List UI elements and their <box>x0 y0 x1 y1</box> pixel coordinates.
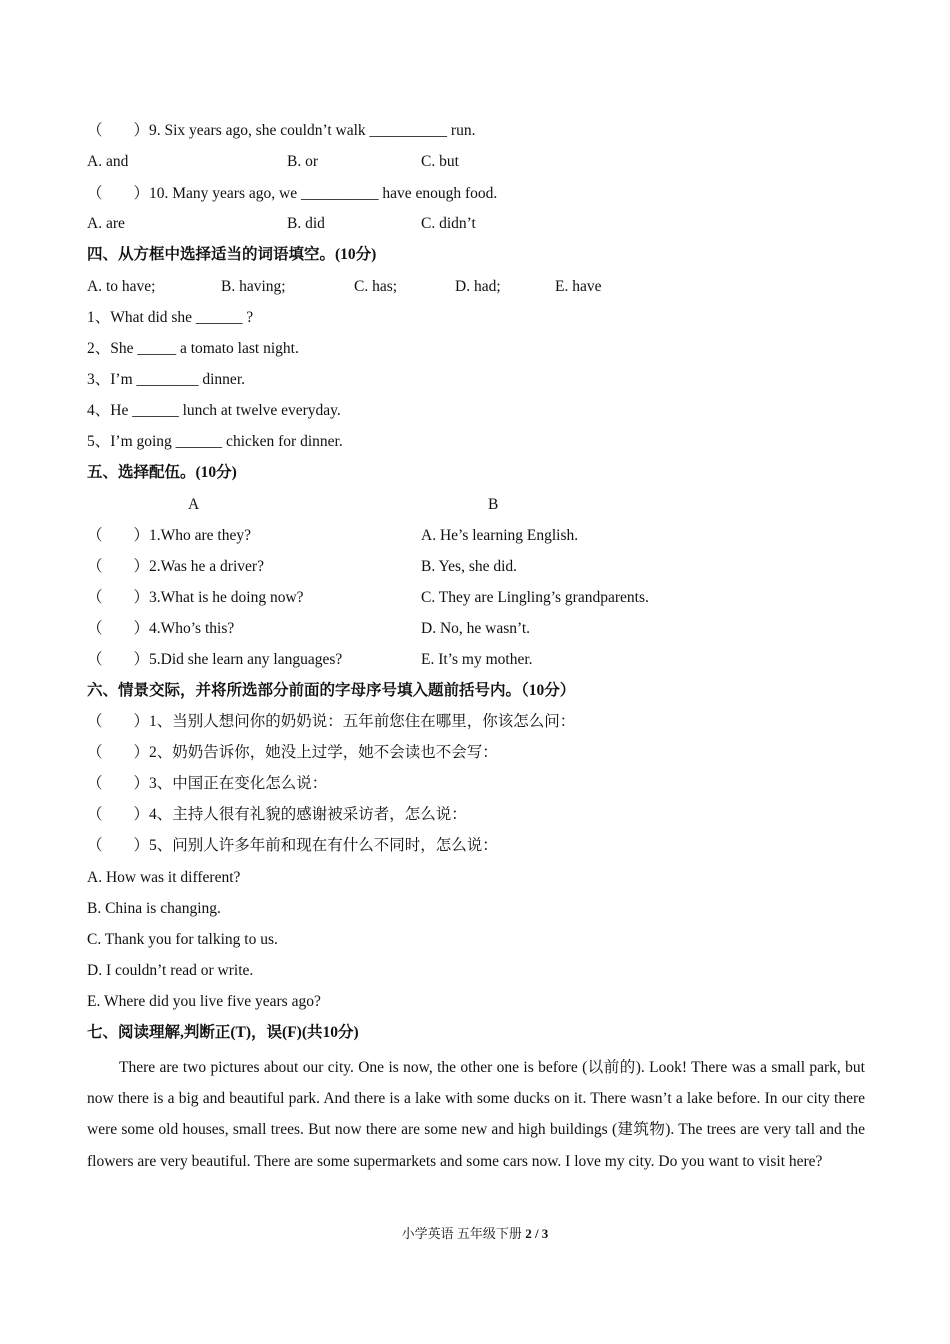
fill-item: 5、I’m going ______ chicken for dinner. <box>87 433 343 450</box>
section4-title: 四、从方框中选择适当的词语填空。(10分) <box>87 246 377 263</box>
scenario-choice: A. How was it different? <box>87 869 241 886</box>
section6-title: 六、情景交际，并将所选部分前面的字母序号填入题前括号内。（10分） <box>87 682 576 699</box>
scenario-choice: D. I couldn’t read or write. <box>87 962 254 979</box>
column-b-header: B <box>488 496 499 513</box>
footer-subject: 小学英语 五年级下册 <box>401 1226 526 1241</box>
scenario-item: （ ）3、中国正在变化怎么说： <box>87 775 328 792</box>
question-10: （ ）10. Many years ago, we __________ have enough food. <box>87 185 498 202</box>
section5-title: 五、选择配伍。(10分) <box>87 464 237 481</box>
page-number: 2 / 3 <box>525 1226 549 1241</box>
q9-option-c: C. but <box>421 153 459 170</box>
q10-option-a: A. are <box>87 215 125 232</box>
match-right: A. He’s learning English. <box>421 527 579 544</box>
q10-option-b: B. did <box>287 215 325 232</box>
scenario-item: （ ）2、奶奶告诉你，她没上过学，她不会读也不会写： <box>87 744 498 761</box>
fill-item: 4、He ______ lunch at twelve everyday. <box>87 402 341 419</box>
page-footer <box>0 1224 950 1244</box>
match-left: （ ）5.Did she learn any languages? <box>87 651 343 668</box>
question-9: （ ）9. Six years ago, she couldn’t walk __________ run. <box>87 122 476 139</box>
fill-item: 3、I’m ________ dinner. <box>87 371 245 388</box>
q9-option-a: A. and <box>87 153 129 170</box>
scenario-choice: E. Where did you live five years ago? <box>87 993 321 1010</box>
match-left: （ ）1.Who are they? <box>87 527 251 544</box>
scenario-item: （ ）4、主持人很有礼貌的感谢被采访者，怎么说： <box>87 806 467 823</box>
word-option-c: C. has; <box>354 278 398 295</box>
q10-option-c: C. didn’t <box>421 215 476 232</box>
match-right: D. No, he wasn’t. <box>421 620 531 637</box>
match-left: （ ）4.Who’s this? <box>87 620 235 637</box>
match-right: B. Yes, she did. <box>421 558 518 575</box>
column-a-header: A <box>188 496 200 513</box>
section7-title: 七、阅读理解,判断正(T)，误(F)(共10分) <box>87 1024 359 1041</box>
word-option-a: A. to have; <box>87 278 156 295</box>
match-right: E. It’s my mother. <box>421 651 533 668</box>
q9-option-b: B. or <box>287 153 318 170</box>
match-left: （ ）2.Was he a driver? <box>87 558 264 575</box>
word-option-e: E. have <box>555 278 602 295</box>
reading-passage: There are two pictures about our city. One is now, the other one is before (以前的). Look! There was a small park, but now there is a big and beautiful park. And there is a lake with some ducks on it. There wasn’t a lake before. In our city there were some old houses, small trees. But now there are some new and high buildings (建筑物). The trees are very tall and the flowers are very beautiful. There are some supermarkets and some cars now. I love my city. Do you want to visit here? <box>87 1059 865 1170</box>
match-left: （ ）3.What is he doing now? <box>87 589 304 606</box>
word-option-b: B. having; <box>221 278 286 295</box>
scenario-choice: B. China is changing. <box>87 900 221 917</box>
scenario-choice: C. Thank you for talking to us. <box>87 931 278 948</box>
word-option-d: D. had; <box>455 278 501 295</box>
fill-item: 2、She _____ a tomato last night. <box>87 340 299 357</box>
fill-item: 1、What did she ______ ? <box>87 309 254 326</box>
match-right: C. They are Lingling’s grandparents. <box>421 589 649 606</box>
scenario-item: （ ）5、问别人许多年前和现在有什么不同时，怎么说： <box>87 837 498 854</box>
scenario-item: （ ）1、当别人想问你的奶奶说：五年前您住在哪里，你该怎么问： <box>87 713 576 730</box>
